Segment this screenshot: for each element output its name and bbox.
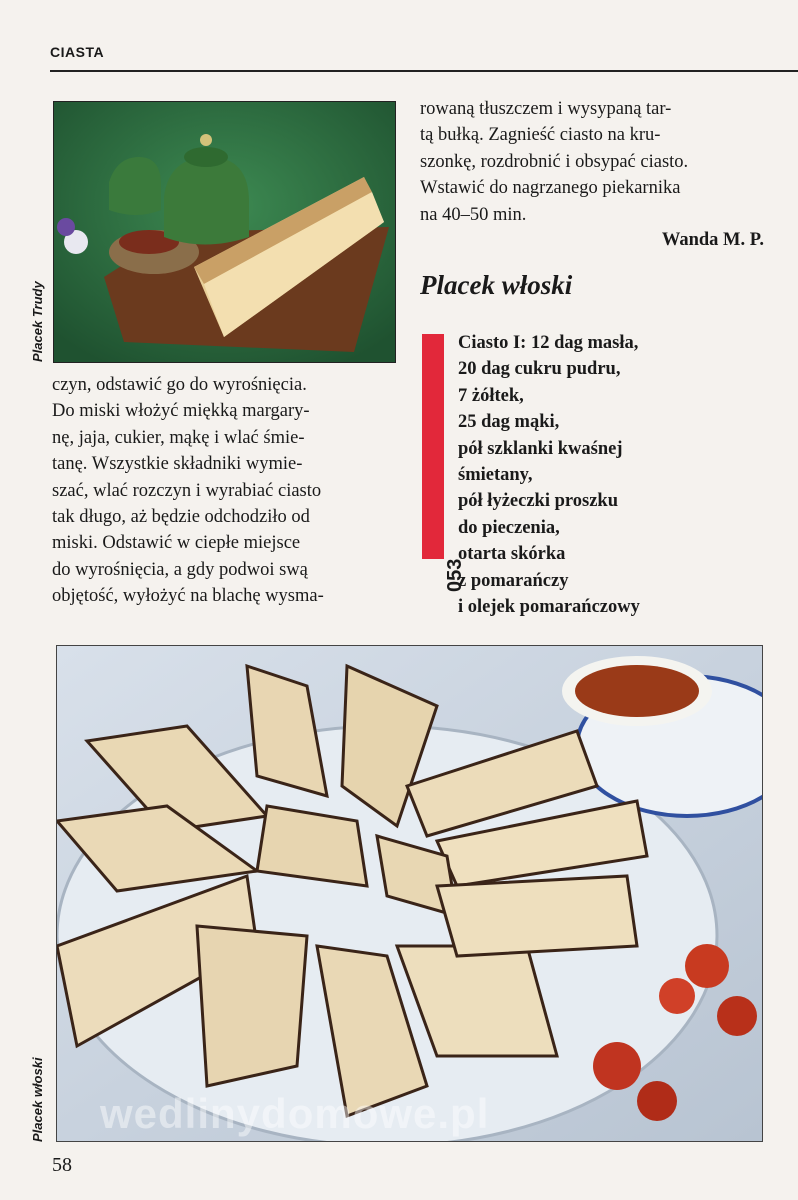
right-column-text bbox=[420, 96, 764, 228]
side-caption-bottom: Placek włoski bbox=[30, 1057, 45, 1142]
text-line: czyn, odstawić go do wyrośnięcia. bbox=[52, 375, 307, 395]
ingredient-line: Ciasto I: 12 dag masła, bbox=[458, 333, 639, 353]
text-line: Wstawić do nagrzanego piekarnika bbox=[420, 178, 681, 199]
watermark: wedlinydomowe.pl bbox=[100, 1090, 490, 1137]
ingredient-line: śmietany, bbox=[458, 465, 533, 486]
ingredient-line: i olejek pomarańczowy bbox=[458, 597, 640, 618]
ingredient-line: 20 dag cukru pudru, bbox=[458, 359, 621, 380]
ingredient-line: do pieczenia, bbox=[458, 517, 560, 538]
header-rule bbox=[50, 70, 798, 72]
recipe-title: Placek włoski bbox=[420, 270, 573, 300]
text-line: do wyrośnięcia, a gdy podwoi swą bbox=[52, 559, 308, 580]
ingredient-line: pół szklanki kwaśnej bbox=[458, 438, 623, 459]
text-line: tanę. Wszystkie składniki wymie- bbox=[52, 454, 303, 475]
text-line: tą bułką. Zagnieść ciasto na kru- bbox=[420, 125, 661, 146]
text-line: miski. Odstawić w ciepłe miejsce bbox=[52, 533, 301, 554]
ingredient-line: z pomarańczy bbox=[458, 570, 569, 591]
recipe-accent-bar bbox=[422, 334, 444, 559]
ingredient-line: otarta skórka bbox=[458, 544, 566, 565]
text-line: nę, jaja, cukier, mąkę i wlać śmie- bbox=[52, 427, 305, 448]
text-line: objętość, wyłożyć na blachę wysma- bbox=[52, 586, 324, 607]
text-line: na 40–50 min. bbox=[420, 204, 527, 225]
recipe-number: 053 bbox=[444, 558, 466, 592]
side-caption-top: Placek Trudy bbox=[30, 281, 45, 362]
ingredient-line: pół łyżeczki proszku bbox=[458, 491, 618, 512]
text-line: rowaną tłuszczem i wysypaną tar- bbox=[420, 99, 672, 119]
section-label: CIASTA bbox=[50, 44, 105, 60]
ingredient-line: 7 żółtek, bbox=[458, 385, 524, 406]
page-number: 58 bbox=[52, 1154, 72, 1176]
cake-with-tea-set-photo bbox=[53, 101, 396, 363]
text-line: tak długo, aż będzie odchodziło od bbox=[52, 507, 310, 528]
text-line: szonkę, rozdrobnić i obsypać ciasto. bbox=[420, 151, 689, 172]
ingredient-line: 25 dag mąki, bbox=[458, 412, 560, 433]
text-line: Do miski włożyć miękką margary- bbox=[52, 401, 310, 422]
italian-cake-slices-photo bbox=[56, 645, 763, 1142]
left-column-text bbox=[52, 372, 397, 610]
text-line: szać, wlać rozczyn i wyrabiać ciasto bbox=[52, 480, 322, 501]
recipe-author: Wanda M. P. bbox=[661, 230, 764, 250]
ingredient-list bbox=[458, 330, 640, 620]
